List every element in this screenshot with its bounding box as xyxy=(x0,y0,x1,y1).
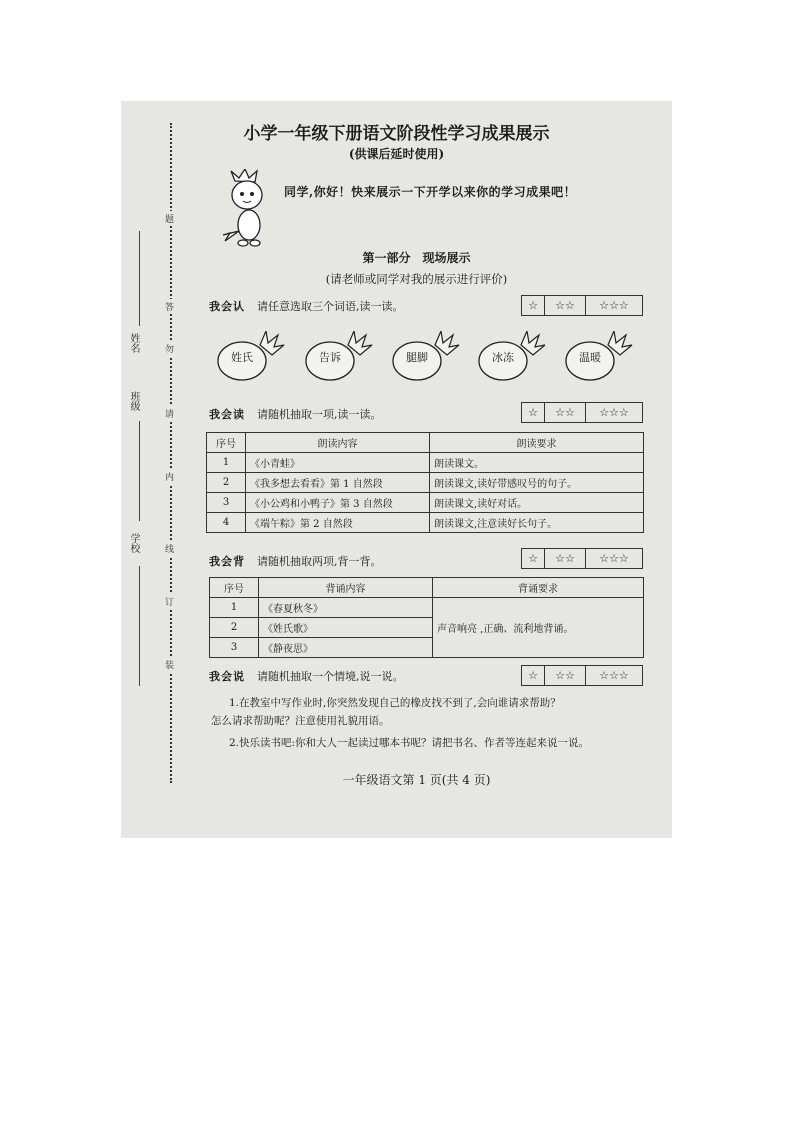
read-content: 《我多想去看看》第 1 自然段 xyxy=(246,473,430,493)
speak-question-1b: 怎么请求帮助呢？注意使用礼貌用语。 xyxy=(211,715,390,727)
star-option-3[interactable]: ☆☆☆ xyxy=(599,669,629,682)
word-pineapple xyxy=(477,331,547,383)
table-row xyxy=(207,453,644,473)
column-header: 序号 xyxy=(210,578,259,598)
star-option-3[interactable]: ☆☆☆ xyxy=(599,406,629,419)
word-text: 温暖 xyxy=(579,351,601,364)
recognize-section-header xyxy=(209,298,404,314)
row-index: 2 xyxy=(210,618,259,638)
star-rating[interactable] xyxy=(521,402,643,423)
column-header: 背诵内容 xyxy=(259,578,433,598)
recite-content: 《姓氏歌》 xyxy=(259,618,433,638)
page-subtitle: (供课后延时使用) xyxy=(348,147,445,161)
read-requirement: 朗读课文,读好对话。 xyxy=(430,493,644,513)
read-content: 《小公鸡和小鸭子》第 3 自然段 xyxy=(246,493,430,513)
word-pineapple xyxy=(216,331,286,383)
word-pineapple xyxy=(391,331,461,383)
table-row xyxy=(207,473,644,493)
star-option-3[interactable]: ☆☆☆ xyxy=(599,552,629,565)
recite-requirement: 声音响亮 ,正确、流利地背诵。 xyxy=(433,598,644,658)
read-content: 《小青蛙》 xyxy=(246,453,430,473)
section-instruction: 请随机抽取一个情境,说一说。 xyxy=(257,670,404,683)
star-option-1[interactable]: ☆ xyxy=(522,549,545,568)
column-header: 朗读要求 xyxy=(430,433,644,453)
seal-char: 内 xyxy=(165,469,174,484)
name-field-line[interactable] xyxy=(139,231,140,326)
star-option-1[interactable]: ☆ xyxy=(522,296,545,315)
column-header: 序号 xyxy=(207,433,246,453)
section-label: 我会认 xyxy=(209,300,245,313)
table-header-row xyxy=(210,578,644,598)
section-label: 我会背 xyxy=(209,555,245,568)
read-section-header xyxy=(209,406,382,422)
column-header: 朗读内容 xyxy=(246,433,430,453)
part-heading: 第一部分 现场展示 xyxy=(362,251,471,265)
recite-section-header xyxy=(209,553,382,569)
page-title: 小学一年级下册语文阶段性学习成果展示 xyxy=(243,124,550,144)
page-footer: 一年级语文第 1 页(共 4 页) xyxy=(342,773,491,787)
exam-sheet xyxy=(121,101,672,838)
table-row xyxy=(210,598,644,618)
school-field-line[interactable] xyxy=(139,566,140,686)
recite-table xyxy=(209,577,644,658)
table-row xyxy=(207,513,644,533)
column-header: 背诵要求 xyxy=(433,578,644,598)
star-option-3[interactable]: ☆☆☆ xyxy=(599,299,629,312)
speak-question-1a: 1.在教室中写作业时,你突然发现自己的橡皮找不到了,会向谁请求帮助？ xyxy=(229,697,561,709)
row-index: 3 xyxy=(207,493,246,513)
read-requirement: 朗读课文,读好带感叹号的句子。 xyxy=(430,473,644,493)
recite-content: 《静夜思》 xyxy=(259,638,433,658)
read-requirement: 朗读课文,注意读好长句子。 xyxy=(430,513,644,533)
word-pineapple xyxy=(564,331,634,383)
section-instruction: 请任意选取三个词语,读一读。 xyxy=(257,300,404,313)
word-text: 姓氏 xyxy=(231,351,253,364)
row-index: 4 xyxy=(207,513,246,533)
seal-char: 线 xyxy=(165,541,174,556)
table-header-row xyxy=(207,433,644,453)
word-text: 告诉 xyxy=(319,351,341,364)
class-field-label: 班级 xyxy=(128,391,139,411)
seal-char: 题 xyxy=(165,211,174,226)
seal-char: 答 xyxy=(165,299,174,314)
star-option-2[interactable]: ☆☆ xyxy=(545,666,586,685)
section-label: 我会说 xyxy=(209,670,245,683)
star-option-1[interactable]: ☆ xyxy=(522,403,545,422)
row-index: 1 xyxy=(210,598,259,618)
seal-char: 勿 xyxy=(165,341,174,356)
read-content: 《端午粽》第 2 自然段 xyxy=(246,513,430,533)
section-instruction: 请随机抽取两项,背一背。 xyxy=(257,555,382,568)
class-field-line[interactable] xyxy=(139,421,140,521)
star-rating[interactable] xyxy=(521,295,643,316)
row-index: 2 xyxy=(207,473,246,493)
star-option-2[interactable]: ☆☆ xyxy=(545,296,586,315)
row-index: 1 xyxy=(207,453,246,473)
speak-question-2: 2.快乐读书吧:你和大人一起读过哪本书呢？请把书名、作者等连起来说一说。 xyxy=(229,737,590,749)
seal-char: 装 xyxy=(165,657,174,672)
word-text: 冰冻 xyxy=(492,351,514,364)
star-rating[interactable] xyxy=(521,665,643,686)
greeting-text: 同学,你好！快来展示一下开学以来你的学习成果吧！ xyxy=(284,185,577,199)
row-index: 3 xyxy=(210,638,259,658)
name-field-label: 姓名 xyxy=(128,333,139,353)
table-row xyxy=(207,493,644,513)
section-instruction: 请随机抽取一项,读一读。 xyxy=(257,408,382,421)
word-pineapple xyxy=(304,331,374,383)
dragon-mascot-icon xyxy=(221,169,273,251)
star-option-2[interactable]: ☆☆ xyxy=(545,549,586,568)
star-option-2[interactable]: ☆☆ xyxy=(545,403,586,422)
star-option-1[interactable]: ☆ xyxy=(522,666,545,685)
part-note: (请老师或同学对我的展示进行评价) xyxy=(325,272,508,286)
section-label: 我会读 xyxy=(209,408,245,421)
word-text: 腿脚 xyxy=(406,351,428,364)
seal-char: 请 xyxy=(165,406,174,421)
school-field-label: 学校 xyxy=(128,533,139,553)
seal-char: 订 xyxy=(165,594,174,609)
read-table xyxy=(206,432,644,533)
read-requirement: 朗读课文。 xyxy=(430,453,644,473)
star-rating[interactable] xyxy=(521,548,643,569)
recite-content: 《春夏秋冬》 xyxy=(259,598,433,618)
speak-section-header xyxy=(209,668,404,684)
